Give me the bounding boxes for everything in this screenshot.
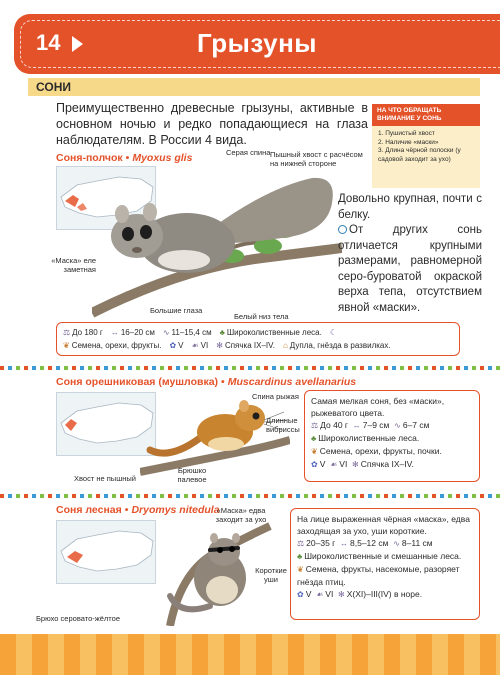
attention-note [372,104,480,188]
habitat-value: Широколиственные леса. [318,433,420,443]
snowflake-icon: ✻ [338,590,345,599]
stats-row [297,563,473,588]
tail-length-icon: ∿ [162,328,170,337]
stats-row [311,458,473,471]
litter-icon: ☙ [316,590,324,599]
page-number: 14 [36,30,61,55]
stats-row [297,537,473,550]
weight-value: 20–35 г [306,538,336,548]
callout-eyes: Большие глаза [150,306,203,315]
food-icon: ❦ [63,341,70,350]
attention-note-list [372,126,480,168]
hazel-dormouse-illustration [140,390,290,490]
tree-icon: ♣ [311,434,317,443]
species-latin-name: Dryomys nitedula [131,504,220,516]
food-value: Семена, орехи, фрукты, почки. [319,446,442,456]
attention-note-item: 2. Наличие «маски» [378,138,439,146]
nest-value: Дупла, гнёзда в развилках. [289,341,391,350]
mating-value: V [178,341,184,350]
mating-value: V [319,459,326,469]
hibernation-value: X(XI)–III(IV) в норе. [346,589,423,599]
snowflake-icon: ✻ [216,341,223,350]
flower-icon: ✿ [169,341,177,350]
tail-length-value: 11–15,4 см [171,328,212,337]
stats-row [63,339,453,352]
tree-icon: ♣ [297,552,303,561]
stats-row [311,419,473,432]
litter-icon: ☙ [330,460,338,469]
species-name: Соня лесная [56,504,122,516]
hibernation-stat [216,341,275,350]
food-value: Семена, орехи, фрукты. [71,341,162,350]
weight-value: До 180 г [72,328,103,337]
species-name: Соня орешниковая (мушловка) [56,376,219,388]
page-title: Грызуны [197,28,317,58]
food-stat [63,341,161,350]
range-map [56,520,156,584]
weight-stat [63,328,103,337]
food-icon: ❦ [297,565,304,574]
species-latin-name: Muscardinus avellanarius [227,376,357,388]
species-heading [56,504,220,516]
species-stats [56,322,460,356]
flower-icon: ✿ [297,590,304,599]
page-header [14,14,500,74]
hibernation-value: Спячка IX–IV. [224,341,275,350]
weight-icon: ⚖ [311,421,319,430]
callout-tail: Хвост не пышный [74,474,136,483]
habitat-value: Широколиственные леса. [226,328,322,337]
flower-icon: ✿ [311,460,318,469]
body-length-value: 16–20 см [120,328,155,337]
divider-dots [0,494,500,498]
stats-row [311,445,473,458]
tree-icon: ♣ [219,328,225,337]
callout-grey-back: Серая спина [226,148,271,157]
callout-belly: Брюхо серовато-жёлтое [36,614,121,623]
tail-length-value: 8–11 см [401,538,433,548]
tail-length-icon: ∿ [394,421,401,430]
callout-belly: Белый низ тела [234,312,289,321]
attention-note-item: 1. Пушистый хвост [378,130,435,137]
species-latin-name: Myoxus glis [132,152,193,164]
habitat-stat [220,328,322,337]
mating-value: V [305,589,312,599]
tail-length-stat [163,328,212,337]
species-info-box [304,390,480,482]
stats-row [297,588,473,601]
callout-belly: Брюшко палевое [177,466,207,484]
nest-icon: ⌂ [282,341,288,350]
callout-ears: Короткие уши [255,566,287,584]
tail-length-icon: ∿ [393,539,400,548]
habitat-value: Широколиственные и смешанные леса. [304,551,462,561]
callout-tail: Пышный хвост с расчёсом на нижней стороне [270,150,363,168]
breeding-stat [192,341,209,350]
litter-icon: ☙ [191,341,199,350]
stats-row [63,326,453,339]
attention-note-heading: НА ЧТО ОБРАЩАТЬ ВНИМАНИЕ У СОНЬ [372,104,480,126]
weight-value: До 40 г [320,420,349,430]
species-name: Соня-полчок [56,152,123,164]
section-heading: СОНИ [28,78,480,96]
attention-note-item: 3. Длина чёрной полоски (у садовой заходит за ухо) [378,147,461,163]
body-length-value: 8,5–12 см [350,538,389,548]
bullet-icon: • [125,152,130,164]
nest-stat [283,341,391,350]
species-heading [56,376,356,388]
species-description [338,192,482,316]
weight-icon: ⚖ [63,328,71,337]
callout-back: Спина рыжая [252,392,299,401]
section-intro: Преимущественно древесные грызуны, активные в основном ночью и редко попадающиеся на глаза наблюдателям. В России 4 вида. [56,101,368,147]
species-description: На лице выраженная чёрная «маска», едва заходящая за ухо, уши короткие. [297,514,470,536]
food-value: Семена, фрукты, насекомые, разоряет гнёзда птиц. [297,564,460,587]
body-length-icon: ↔ [340,539,349,548]
divider-dots [0,366,500,370]
stats-row [297,550,473,563]
top-margin [0,0,500,14]
breeding-value: VI [325,589,334,599]
species-description-detail: От других сонь отличается крупными размерами, равномерной серо-буроватой окраской верха тепа, отсутствием явной «маски». [338,224,482,314]
species-info-box [290,508,480,620]
bullet-icon: • [124,504,129,516]
callout-whiskers: Длинные вибриссы [266,416,300,434]
stats-row [311,432,473,445]
snowflake-icon: ✻ [352,460,359,469]
callout-mask: «Маска» еле заметная [51,256,96,274]
species-description-lead: Довольно крупная, почти с белку. [338,193,482,221]
tail-length-value: 6–7 см [402,420,430,430]
body-length-stat [111,328,155,337]
callout-mask: «Маска» едва заходит за ухо [215,506,267,524]
magnifier-icon [338,225,347,234]
body-length-icon: ↔ [110,328,119,337]
body-length-icon: ↔ [352,421,361,430]
species-description: Самая мелкая соня, без «маски», рыжеватого цвета. [311,396,445,418]
food-icon: ❦ [311,447,318,456]
body-length-value: 7–9 см [362,420,390,430]
breeding-value: VI [200,341,209,350]
bullet-icon: • [221,376,225,388]
breeding-value: VI [339,459,348,469]
hibernation-value: Спячка IX–IV. [360,459,414,469]
mating-stat [169,341,183,350]
weight-icon: ⚖ [297,539,305,548]
decorative-footer-stripes [0,634,500,675]
edible-dormouse-illustration [92,148,342,318]
moon-icon: ☾ [329,328,338,337]
